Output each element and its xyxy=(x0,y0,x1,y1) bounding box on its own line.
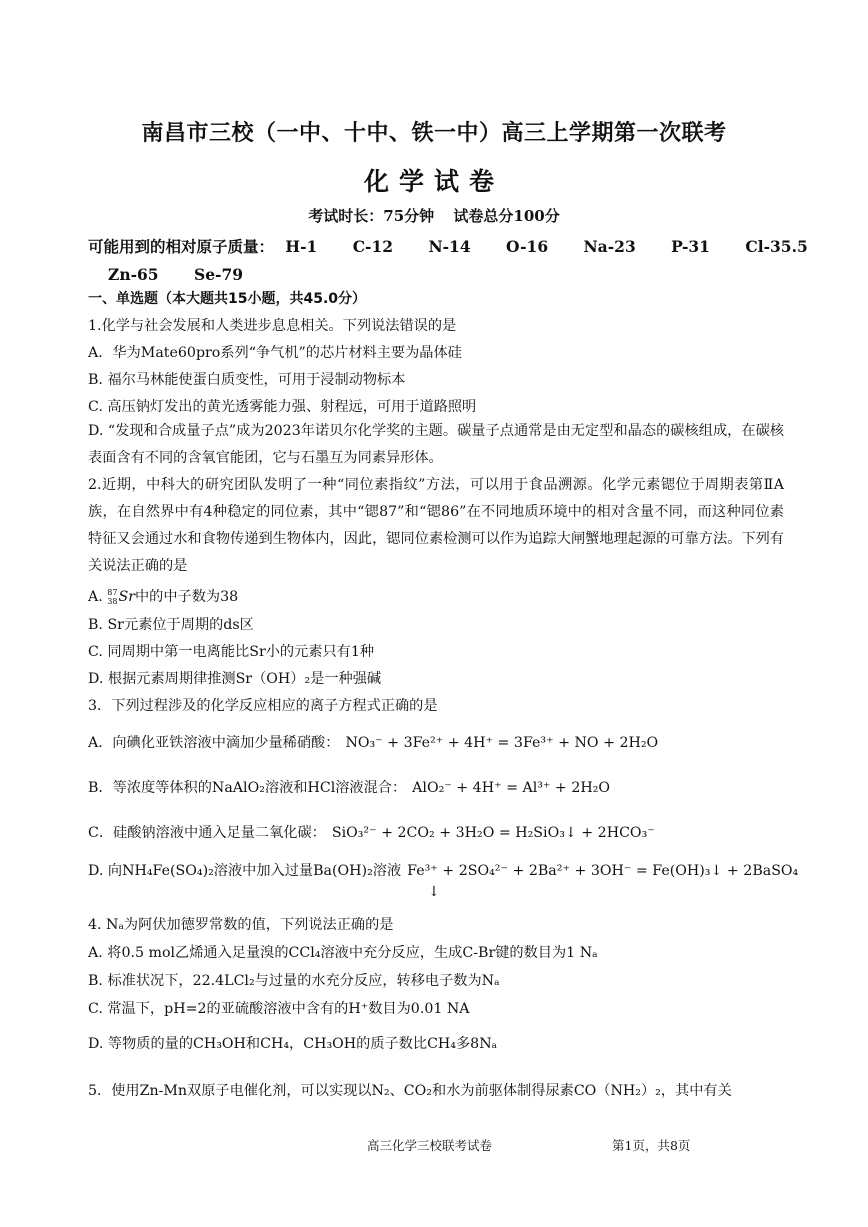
atomic-mass-item: Cl-35.5 xyxy=(745,237,808,256)
section-title: 一、单选题（本大题共15小题，共45.0分） xyxy=(88,291,367,307)
atomic-mass-item: Se-79 xyxy=(194,265,244,284)
q4-option-b: B. 标准状况下，22.4LCl₂与过量的水充分反应，转移电子数为Nₐ xyxy=(88,973,500,989)
q4-stem: 4. Nₐ为阿伏加德罗常数的值，下列说法正确的是 xyxy=(88,917,394,933)
q4-option-c: C. 常温下，pH=2的亚硫酸溶液中含有的H⁺数目为0.01 NA xyxy=(88,1001,470,1017)
q3-option-d-text: D. 向NH₄Fe(SO₄)₂溶液中加入过量Ba(OH)₂溶液 xyxy=(88,863,402,879)
q3-option-b-equation: AlO₂⁻ + 4H⁺ = Al³⁺ + 2H₂O xyxy=(412,780,611,796)
exam-time: 考试时长：75分钟 xyxy=(308,207,435,225)
q2-option-b: B. Sr元素位于周期的ds区 xyxy=(88,617,254,633)
q1-option-c: C. 高压钠灯发出的黄光透雾能力强、射程远，可用于道路照明 xyxy=(88,399,477,415)
q1-option-a: A．华为Mate60pro系列“争气机”的芯片材料主要为晶体硅 xyxy=(88,345,462,361)
atomic-mass-label: 可能用到的相对原子质量： xyxy=(88,237,275,256)
q3-option-c-equation: SiO₃²⁻ + 2CO₂ + 3H₂O = H₂SiO₃↓ + 2HCO₃⁻ xyxy=(331,825,655,841)
q1-option-d: D. “发现和合成量子点”成为2023年诺贝尔化学奖的主题。碳量子点通常是由无定型和晶态的碳核组成，在碳核表面含有不同的含氧官能团，它与石墨互为同素异形体。 xyxy=(88,423,784,466)
isotope-mass-number: 87 xyxy=(107,588,118,597)
q2-stem: 2.近期，中科大的研究团队发明了一种“同位素指纹”方法，可以用于食品溯源。化学元素锶位于周期表第ⅡA族，在自然界中有4种稳定的同位素，其中“锶87”和“锶86”在不同地质环境中的相对含量不同，而这种同位素特征又会通过水和食物传递到生物体内，因此，锶同位素检测可以作为追踪大闸蟹地理起源的可靠方法。下列有关说法正确的是 xyxy=(88,477,784,574)
q3-option-b-text: B．等浓度等体积的NaAlO₂溶液和HCl溶液混合： xyxy=(88,780,407,796)
q3-option-c xyxy=(88,822,655,842)
atomic-mass-item: N-14 xyxy=(428,237,471,256)
atomic-mass-list xyxy=(88,233,848,289)
isotope-notation xyxy=(107,588,117,606)
atomic-mass-item: P-31 xyxy=(671,237,710,256)
isotope-atomic-number: 38 xyxy=(107,597,118,606)
q3-option-a-equation: NO₃⁻ + 3Fe²⁺ + 4H⁺ = 3Fe³⁺ + NO + 2H₂O xyxy=(345,735,659,751)
q3-option-c-text: C．硅酸钠溶液中通入足量二氧化碳： xyxy=(88,825,326,841)
q1-option-b: B. 福尔马林能使蛋白质变性，可用于浸制动物标本 xyxy=(88,372,406,388)
q4-option-d: D. 等物质的量的CH₃OH和CH₄，CH₃OH的质子数比CH₄多8Nₐ xyxy=(88,1036,498,1052)
q3-option-a-text: A．向碘化亚铁溶液中滴加少量稀硝酸： xyxy=(88,735,340,751)
footer-title: 高三化学三校联考试卷 xyxy=(367,1138,493,1153)
atomic-mass-item: Zn-65 xyxy=(108,265,159,284)
q3-option-d-equation: Fe³⁺ + 2SO₄²⁻ + 2Ba²⁺ + 3OH⁻ = Fe(OH)₃↓ + 2BaSO₄ xyxy=(407,863,799,879)
q5-stem: 5．使用Zn-Mn双原子电催化剂，可以实现以N₂、CO₂和水为前驱体制得尿素CO（NH₂）₂，其中有关 xyxy=(88,1083,732,1099)
q3-option-d xyxy=(88,860,798,880)
exam-title: 南昌市三校（一中、十中、铁一中）高三上学期第一次联考 xyxy=(141,121,727,146)
atomic-mass-item: C-12 xyxy=(352,237,394,256)
atomic-mass-item: Na-23 xyxy=(583,237,636,256)
q1-stem: 1.化学与社会发展和人类进步息息相关。下列说法错误的是 xyxy=(88,318,457,334)
q2-option-a-text: 中的中子数为38 xyxy=(134,589,239,605)
q2-option-a-prefix: A. xyxy=(88,589,103,605)
exam-subtitle: 化学试卷 xyxy=(363,167,504,196)
q3-option-b xyxy=(88,777,610,797)
isotope-symbol: Sr xyxy=(118,589,135,605)
q2-option-a xyxy=(88,586,238,606)
atomic-mass-item: H-1 xyxy=(285,237,318,256)
q2-option-d: D. 根据元素周期律推测Sr（OH）₂是一种强碱 xyxy=(88,671,382,687)
q4-option-a: A. 将0.5 mol乙烯通入足量溴的CCl₄溶液中充分反应，生成C-Br键的数目为1 Nₐ xyxy=(88,945,598,961)
q3-option-d-equation-cont: ↓ xyxy=(428,884,440,900)
total-score: 试卷总分100分 xyxy=(453,207,560,225)
q3-stem: 3．下列过程涉及的化学反应相应的离子方程式正确的是 xyxy=(88,698,438,714)
q3-option-a xyxy=(88,732,658,752)
q2-option-c: C. 同周期中第一电离能比Sr小的元素只有1种 xyxy=(88,644,375,660)
exam-info xyxy=(0,205,868,226)
atomic-mass-item: O-16 xyxy=(506,237,549,256)
page-number: 第1页，共8页 xyxy=(612,1138,691,1153)
